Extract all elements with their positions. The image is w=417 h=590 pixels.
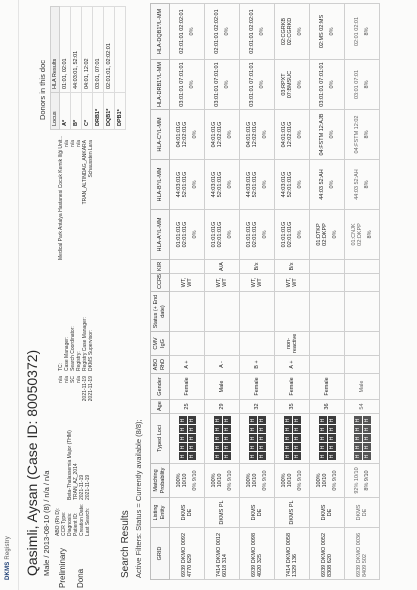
hla-drb1-mismatch: 0% [223,80,230,89]
locus-badge: H [293,426,301,434]
locus-badge: H [179,453,187,461]
case-info: n/aTC: n/aCase Manager: SCSearch Coordinator: n/aRegistry: 2021-11-19Registry Case Manager: 2021-11-19DKMS Supervisor: [58,317,94,402]
hla-dqb1-mismatch: 8% [363,27,370,36]
table-row[interactable] [205,4,240,580]
locus-badge: H [363,417,371,425]
locus-badge: H [249,426,257,434]
hla-drb1-alleles: 03:01:01 07:01:01 [249,62,255,107]
patient-subtitle: Male / 2013-08-10 (8) / n/a / n/a [42,470,51,576]
ccr5: WT, WT [285,277,298,288]
donors-note: Donors in this doc [38,59,47,120]
probability-9-10: 0% 9/10 [331,470,338,491]
locus-badge: H [363,453,371,461]
hla-c-alleles: 04:01:01G 12:02:01G [210,121,224,148]
abo-rhd: A + [288,360,295,369]
locus-badge: H [258,435,266,443]
brand-logo: DKMS Registry [5,536,11,580]
hla-dqb1-mismatch: 0% [296,27,303,36]
hla-dqb1-mismatch: 0% [188,27,195,36]
donor-age: 25 [183,403,190,410]
locus-badge: H [284,453,292,461]
hla-dqb1-alleles: 02:CGRKB 02:CGRKD [280,17,294,46]
hla-c-mismatch: 0% [226,130,233,139]
probability-9-10: 0% 9/10 [191,470,198,491]
locus-badge: H [223,435,231,443]
table-body [170,4,380,580]
locus-badge: H [328,426,336,434]
hla-a-mismatch: 0% [226,230,233,239]
locus-badge: H [214,426,222,434]
locus-badge: H [214,444,222,452]
locus-badge: H [214,417,222,425]
locus-badge: H [354,417,362,425]
locus-badge: H [363,435,371,443]
listing-entity: DKMS PL [218,500,225,525]
locus-badge: H [179,417,187,425]
ccr5: WT, WT [180,277,193,288]
active-filters: Active Filters: Status = Currently available (8/8); [134,419,143,578]
kir: A/A [218,262,225,271]
hla-row: C* 04:01, 12:02 [82,7,93,130]
hla-a-mismatch: 0% [261,230,268,239]
donor-age: 36 [323,403,330,410]
locus-badge: H [293,417,301,425]
hla-b-alleles: 44:03:01G 52:01:01G [245,171,259,198]
preliminary-label: Preliminary [58,547,67,588]
search-results-title: Search Results [120,510,131,578]
locus-badge: H [354,444,362,452]
locus-badge: H [293,435,301,443]
probability-10-10: 100% 10/10 [210,473,224,488]
hla-c-alleles: 04:FSTM 12:02 [354,115,360,154]
hla-results-table: Locus HLA Results A* 01:01, 02:01 B* 44:03:01, 52:01 C* 04:01, 12:02 DRB1* 03:01, 07:01 DQB1* 02:01:01, 02:02:01 DPB1* [50,6,126,130]
probability-10-10: 100% 10/10 [245,473,259,488]
hla-drb1-mismatch: 0% [296,80,303,89]
hla-drb1-mismatch: 8% [363,80,370,89]
typed-loci-grid [284,417,301,461]
locus-badge: H [328,417,336,425]
hla-c-mismatch: 0% [296,130,303,139]
locus-badge: H [223,444,231,452]
hla-a-mismatch: 0% [296,230,303,239]
ccr5: WT, WT [250,277,263,288]
hla-drb1-alleles: 03:01:01 07:01:01 [179,62,185,107]
locus-badge: H [249,453,257,461]
hla-dqb1-mismatch: 0% [223,27,230,36]
hla-dqb1-mismatch: 0% [258,27,265,36]
col-age[interactable]: Age [151,400,170,414]
typed-loci-grid [249,417,266,461]
col-hla-a[interactable]: HLA-A*/L-MM [151,210,170,260]
locus-badge: H [354,435,362,443]
probability-9-10: 8% 9/10 [363,470,370,491]
typed-loci-grid [214,417,231,461]
col-hla-dqb1[interactable]: HLA-DQB1*/L-MM [151,4,170,60]
grid-id[interactable]: 7414 DKMO 0058 1329 136 [285,532,298,577]
locus-badge: H [319,453,327,461]
listing-entity: DKMS DE [355,504,368,521]
hla-a-mismatch: 8% [366,230,373,239]
abo-rhd: B + [253,360,260,369]
hla-dqb1-alleles: 02:01:01 02:02:01 [249,9,255,54]
hla-b-mismatch: 0% [328,180,335,189]
locus-badge: H [328,453,336,461]
locus-badge: H [179,426,187,434]
col-typed-loci[interactable]: Typed Loci [151,414,170,464]
locus-badge: H [363,426,371,434]
locus-badge: H [293,444,301,452]
locus-badge: H [363,444,371,452]
hla-a-alleles: 01:01:01G 02:01:01G [175,221,189,248]
col-grid[interactable]: GRID [151,528,170,580]
locus-badge: H [188,417,196,425]
hla-b-alleles: 44:03 52:AH [354,169,360,200]
hla-row: DQB1* 02:01:01, 02:02:01 [104,7,115,130]
locus-badge: H [214,453,222,461]
donor-gender: Male [358,380,365,393]
hla-dqb1-alleles: 02:01:01 02:02:01 [179,9,185,54]
locus-badge: H [223,426,231,434]
hla-drb1-mismatch: 0% [258,80,265,89]
locus-badge: H [319,444,327,452]
donor-gender: Female [323,377,330,396]
page-title: Qasimli, Aysan (Case ID: 80050372) [24,349,40,576]
table-row[interactable] [240,4,275,580]
patient-info: ABO (Rh D): CCR Type: Diagnosis:Beta-Thalassemia Major (THM) Patient ID:TRAN_AZ_2014 Creation Date:2021-11-19 Last Search:2021-11-19 [55,430,91,536]
hla-drb1-alleles: 03:01 07:01 [354,69,360,100]
grid-id[interactable]: 6939 DKMO 0052 8308 620 [320,532,333,577]
locus-badge: H [319,435,327,443]
hla-row: DRB1* 03:01, 07:01 [93,7,104,130]
locus-badge: H [354,453,362,461]
donor-label: Dona [76,568,85,588]
donor-gender: Female [253,377,260,396]
locus-badge: H [249,417,257,425]
grid-id[interactable]: 6939 DKMO 0098 4020 325 [250,532,263,577]
locus-badge: H [249,444,257,452]
probability-9-10: 0% 9/10 [226,470,233,491]
hla-c-mismatch: 8% [363,130,370,139]
probability-10-10: 92% 10/10 [354,467,360,494]
locus-badge: H [293,453,301,461]
probability-9-10: 0% 9/10 [296,470,303,491]
locus-badge: H [319,426,327,434]
probability-10-10: 100% 10/10 [280,473,294,488]
donor-age: 35 [288,403,295,410]
locus-badge: H [223,453,231,461]
typed-loci-grid [319,417,336,461]
probability-9-10: 0% 9/10 [261,470,268,491]
abo-rhd: A - [218,361,225,368]
donor-results-table [150,3,380,580]
col-cmv[interactable]: CMV IgG [151,332,170,356]
table-row[interactable] [170,4,205,580]
hla-c-mismatch: 0% [261,130,268,139]
header-strip [0,0,19,590]
kir: B/x [253,262,260,271]
hla-drb1-mismatch: 0% [188,80,195,89]
probability-10-10: 100% 10/10 [315,473,329,488]
locus-badge: H [258,453,266,461]
col-hla-c[interactable]: HLA-C*/L-MM [151,110,170,160]
locus-badge: H [354,426,362,434]
col-gender[interactable]: Gender [151,374,170,400]
locus-badge: H [284,426,292,434]
locus-badge: H [179,435,187,443]
probability-10-10: 100% 10/10 [175,473,189,488]
locus-badge: H [188,435,196,443]
hla-c-alleles: 04:01:01G 12:02:01G [175,121,189,148]
hla-dqb1-alleles: 02:01:01 02:02:01 [214,9,220,54]
ccr5: WT, WT [215,277,228,288]
listing-entity: DKMS DE [180,504,193,521]
col-hla-drb1[interactable]: HLA-DRB1*/L-MM [151,60,170,110]
listing-entity: DKMS DE [250,504,263,521]
col-abo[interactable]: ABO RhD [151,356,170,374]
listing-entity: DKMS PL [288,500,295,525]
hla-c-alleles: 04:01:01G 12:02:01G [245,121,259,148]
hla-a-mismatch: 0% [331,230,338,239]
hla-row: A* 01:01, 02:01 [60,7,71,130]
col-kir[interactable]: KIR [151,260,170,274]
hla-drb1-alleles: 03:01:01 07:01:01 [319,62,325,107]
hla-a-alleles: 01:CNJK 02:DKPP [350,223,364,246]
hla-c-mismatch: 0% [191,130,198,139]
hla-dqb1-mismatch: 0% [328,27,335,36]
hla-drb1-alleles: 03:01:01 07:01:01 [214,62,220,107]
hla-c-alleles: 04:01:01G 12:02:01G [280,121,294,148]
hla-a-alleles: 01:01:01G 02:01:01G [280,221,294,248]
col-hla-b[interactable]: HLA-B*/L-MM [151,160,170,210]
locus-badge: H [284,444,292,452]
col-status[interactable]: Status (+ End date) [151,292,170,332]
hla-b-alleles: 44:03 52:AH [319,169,325,200]
donor-gender: Female [288,377,295,396]
hla-row: B* 44:03:01, 52:01 [71,7,82,130]
locus-badge: H [319,417,327,425]
hla-b-alleles: 44:03:01G 52:01:01G [280,171,294,198]
donor-gender: Female [183,377,190,396]
locus-badge: H [188,426,196,434]
locus-badge: H [188,453,196,461]
cmv-igg: non-reactive [285,333,298,353]
hla-b-mismatch: 0% [261,180,268,189]
grid-id[interactable]: 7414 DKMO 0012 6018 314 [215,532,228,577]
hla-b-mismatch: 8% [363,180,370,189]
hla-c-alleles: 04:FSTM 12:AJB [319,113,325,156]
donor-age: 29 [218,403,225,410]
locus-badge: H [258,444,266,452]
hla-row: DPB1* [115,7,126,130]
locus-badge: H [258,417,266,425]
hla-b-mismatch: 0% [191,180,198,189]
hla-a-alleles: 01:01:01G 02:01:01G [245,221,259,248]
hla-b-alleles: 44:03:01G 52:01:01G [175,171,189,198]
locus-badge: H [179,444,187,452]
locus-badge: H [284,417,292,425]
hla-drb1-alleles: 03:RPXT 07:BMSUC [280,70,294,99]
kir: B/x [288,262,295,271]
hla-b-mismatch: 0% [226,180,233,189]
locus-badge: H [214,435,222,443]
locus-badge: H [328,435,336,443]
grid-id[interactable]: 6939 DKMO 0036 8409 502 [355,532,368,577]
locus-badge: H [223,417,231,425]
hla-c-mismatch: 0% [328,130,335,139]
donor-gender: Male [218,380,225,393]
locus-badge: H [188,444,196,452]
locus-badge: H [284,435,292,443]
hla-drb1-mismatch: 0% [328,80,335,89]
hla-dqb1-alleles: 02:01 02:01 [354,16,360,47]
locus-badge: H [249,435,257,443]
donor-age: 32 [253,403,260,410]
locus-badge: H [328,444,336,452]
typed-loci-grid [179,417,196,461]
col-listing-entity[interactable]: Listing Entity [151,498,170,528]
hla-a-alleles: 01:DTKP 02:DKPP [315,223,329,246]
col-matching-probability[interactable]: Matching Probability [151,464,170,498]
table-header-row [151,4,170,580]
locus-badge: H [258,426,266,434]
hla-b-mismatch: 0% [296,180,303,189]
listing-entity: DKMS DE [320,504,333,521]
table-row[interactable] [310,4,345,580]
table-row[interactable] [345,4,380,580]
hla-b-alleles: 44:03:01G 52:01:01G [210,171,224,198]
donor-age: 54 [358,403,365,410]
typed-loci-grid [354,417,371,461]
hla-a-mismatch: 0% [191,230,198,239]
abo-rhd: A + [183,360,190,369]
transplant-center-info: Medical Park Antalya Hastanesi Cocuk Kemik Iliği Unit... n/a n/a n/a TRAN_ALTINDAG_ANKARA Schaussten Lara [58,135,94,260]
grid-id[interactable]: 6939 DKMO 0092 4770 629 [180,532,193,577]
hla-a-alleles: 01:01:01G 02:01:01G [210,221,224,248]
hla-dqb1-alleles: 02:MS 02:MS [319,14,325,49]
table-row[interactable] [275,4,310,580]
col-ccr5[interactable]: CCR5 [151,274,170,292]
